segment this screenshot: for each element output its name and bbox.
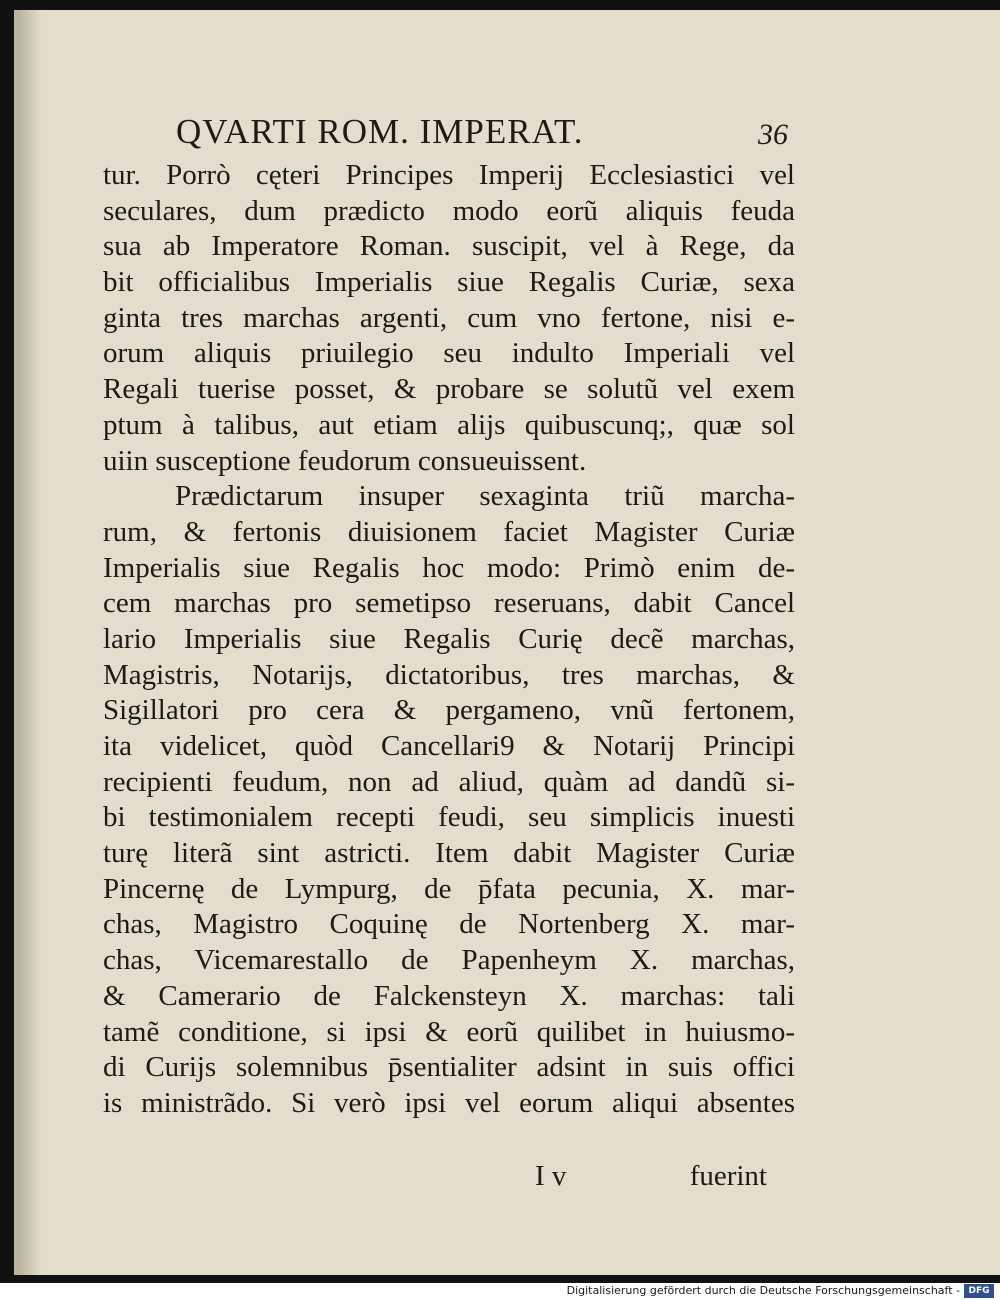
text-line: uiin susceptione feudorum consueuissent.	[103, 444, 587, 477]
text-line: Magistris, Notarijs, dictatoribus, tres marchas, &	[103, 658, 795, 691]
text-line: Imperialis siue Regalis hoc modo: Primò enim de-	[103, 551, 795, 584]
text-line: turę literã sint astricti. Item dabit Magister Curiæ	[103, 837, 795, 870]
text-line: chas, Vicemarestallo de Papenheym X. marchas,	[103, 944, 795, 977]
text-line: orum aliquis priuilegio seu indulto Imperiali vel	[103, 337, 795, 370]
signature-mark: I v	[535, 1160, 567, 1192]
page-number: 36	[758, 118, 788, 151]
text-line: chas, Magistro Coquinę de Nortenberg X. mar-	[103, 908, 795, 941]
text-line: Sigillatori pro cera & pergameno, vnũ fertonem,	[103, 694, 795, 727]
text-line: & Camerario de Falckensteyn X. marchas: tali	[103, 979, 795, 1012]
text-line: ginta tres marchas argenti, cum vno fertone, nisi e-	[103, 301, 795, 334]
catchline	[535, 1160, 767, 1200]
text-line: rum, & fertonis diuisionem faciet Magister Curiæ	[103, 515, 795, 548]
text-line: tamẽ conditione, si ipsi & eorũ quilibet in huiusmo-	[103, 1015, 795, 1048]
text-line: tur. Porrò cęteri Principes Imperij Ecclesiastici vel	[103, 159, 795, 191]
digitization-footer	[0, 1283, 1000, 1300]
dfg-logo: DFG	[964, 1284, 994, 1298]
text-line: Regali tuerise posset, & probare se solutũ vel exem	[103, 373, 795, 406]
catchword: fuerint	[689, 1160, 767, 1192]
running-title: QVARTI ROM. IMPERAT.	[176, 112, 584, 151]
text-line: sua ab Imperatore Roman. suscipit, vel à Rege, da	[103, 230, 795, 263]
text-line: bit officialibus Imperialis siue Regalis Curiæ, sexa	[103, 266, 795, 299]
text-line: cem marchas pro semetipso reseruans, dabit Cancel	[103, 587, 795, 620]
text-line: is ministrãdo. Si verò ipsi vel eorum aliqui absentes	[103, 1086, 795, 1119]
running-head	[176, 112, 788, 162]
text-line: seculares, dum prædicto modo eorũ aliquis feuda	[103, 194, 795, 227]
page-gutter-shadow	[20, 10, 42, 1275]
footer-credit: Digitalisierung gefördert durch die Deutsche Forschungsgemeinschaft -	[566, 1284, 960, 1297]
text-line: ita videlicet, quòd Cancellari9 & Notarij Principi	[103, 730, 795, 762]
text-line: Pincernę de Lympurg, de p̄fata pecunia, X. mar-	[103, 872, 795, 905]
text-line: recipienti feudum, non ad aliud, quàm ad dandũ si-	[103, 765, 795, 798]
text-line: ptum à talibus, aut etiam alijs quibuscunq;, quæ sol	[103, 408, 795, 441]
paragraph-first-line: Prædictarum insuper sexaginta triũ marcha-	[175, 480, 795, 513]
text-line: di Curijs solemnibus p̄sentialiter adsint in suis offici	[103, 1051, 795, 1084]
body-text	[103, 158, 795, 1122]
text-line: bi testimonialem recepti feudi, seu simplicis inuesti	[103, 801, 795, 834]
text-line: lario Imperialis siue Regalis Curię decẽ marchas,	[103, 622, 795, 655]
